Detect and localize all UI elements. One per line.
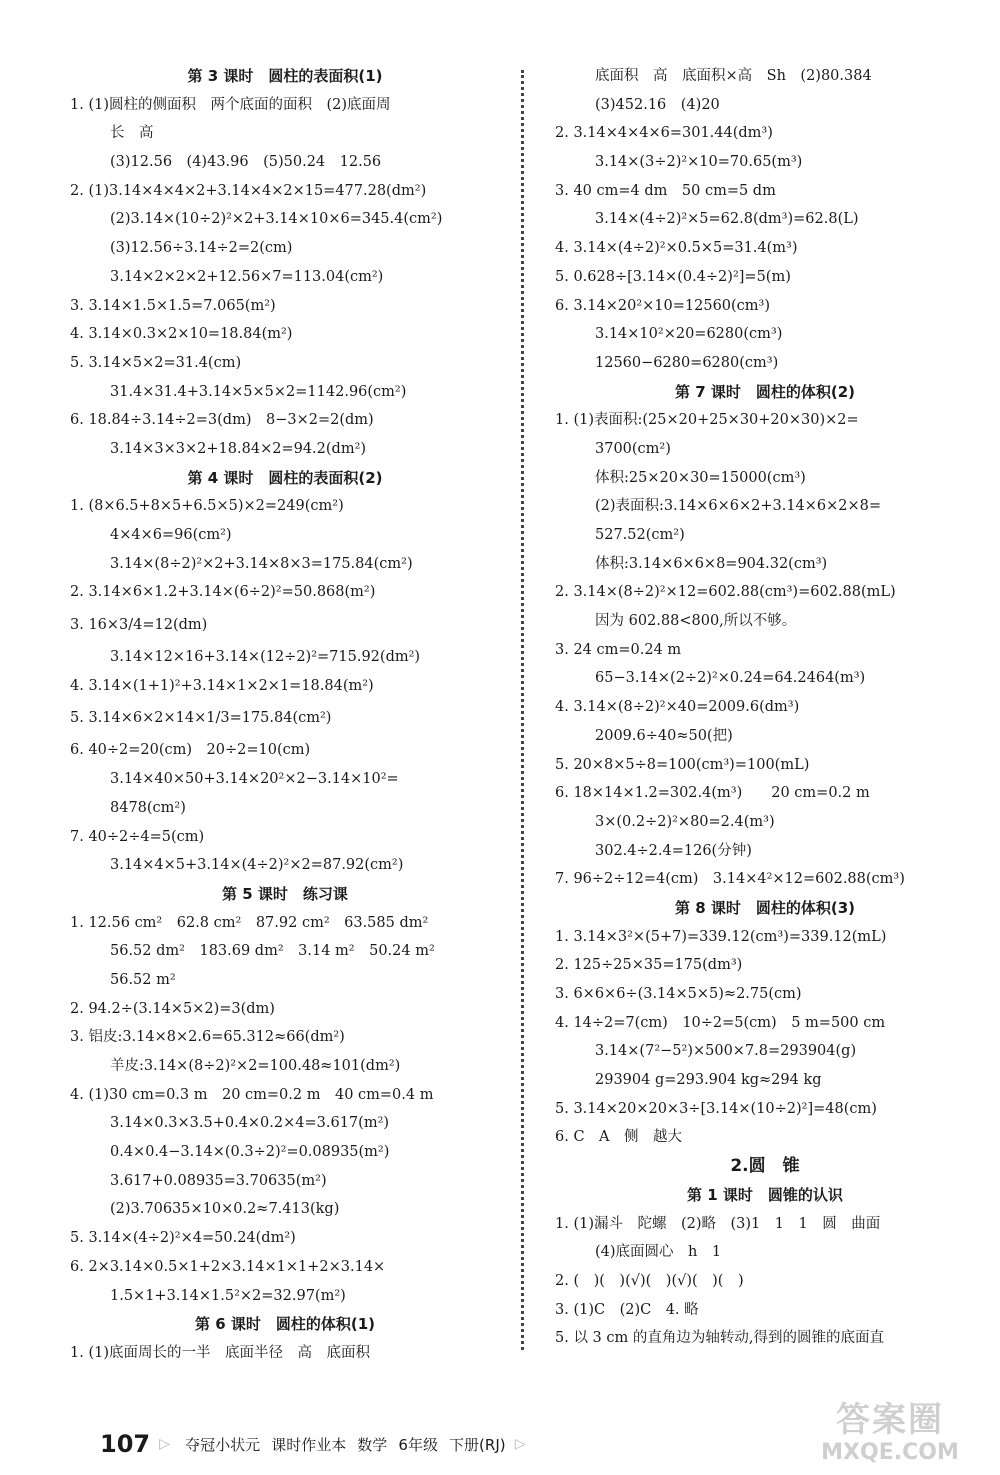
answer-line: 2. 125÷25×35=175(dm³) (555, 957, 743, 974)
answer-line: 3.14×4×5+3.14×(4÷2)²×2=87.92(cm²) (110, 857, 404, 874)
answer-line: 1. 12.56 cm² 62.8 cm² 87.92 cm² 63.585 dm² (70, 914, 429, 931)
subject-name: 数学 (357, 1435, 388, 1454)
answer-line: 6. 2×3.14×0.5×1+2×3.14×1×1+2×3.14× (70, 1258, 386, 1275)
answer-line: 4×4×6=96(cm²) (110, 527, 232, 543)
answer-line: 7. 40÷2÷4=5(cm) (70, 828, 205, 845)
answer-line: 1. (8×6.5+8×5+6.5×5)×2=249(cm²) (70, 498, 344, 515)
lesson-heading: 第 5 课时 练习课 (222, 884, 348, 903)
answer-line: 2009.6÷40≈50(把) (595, 727, 733, 744)
lesson-heading: 第 7 课时 圆柱的体积(2) (674, 382, 856, 401)
volume-label: 下册(RJ) (449, 1435, 506, 1454)
lesson-heading: 第 1 课时 圆锥的认识 (687, 1185, 843, 1204)
answer-line: 31.4×31.4+3.14×5×5×2=1142.96(cm²) (110, 383, 407, 400)
page-footer (100, 1430, 529, 1464)
right-answer-column (555, 62, 975, 1353)
arrow-icon: ▷ (514, 1436, 526, 1452)
answer-line: 5. 3.14×6×2×14×1/3=175.84(cm²) (70, 710, 332, 727)
answer-line: 6. 3.14×20²×10=12560(cm³) (555, 297, 771, 314)
answer-line: 体积:3.14×6×6×8=904.32(cm³) (595, 555, 828, 572)
answer-line: 长 高 (110, 125, 154, 142)
answer-line: 3.14×(3÷2)²×10=70.65(m³) (595, 154, 803, 171)
answer-line: 4. 3.14×0.3×2×10=18.84(m²) (70, 326, 293, 343)
lesson-heading: 第 4 课时 圆柱的表面积(2) (187, 468, 383, 487)
answer-line: 4. 3.14×(8÷2)²×40=2009.6(dm³) (555, 699, 800, 716)
answer-line: 3×(0.2÷2)²×80=2.4(m³) (595, 813, 775, 830)
answer-line: 5. 3.14×(4÷2)²×4=50.24(dm²) (70, 1230, 296, 1247)
answer-line: 3.14×0.3×3.5+0.4×0.2×4=3.617(m²) (110, 1115, 390, 1132)
answer-line: (3)452.16 (4)20 (595, 96, 720, 113)
answer-line: 1. (1)底面周长的一半 底面半径 高 底面积 (70, 1344, 370, 1361)
answer-line: 6. C A 侧 越大 (555, 1129, 683, 1146)
answer-line: 3700(cm²) (595, 440, 671, 457)
watermark-url: MXQE.COM (821, 1440, 959, 1465)
answer-line: (2)3.70635×10×0.2≈7.413(kg) (110, 1201, 340, 1218)
answer-line: 65−3.14×(2÷2)²×0.24=64.2464(m³) (595, 670, 866, 687)
left-answer-column (70, 62, 500, 1368)
answer-line: (3)12.56÷3.14÷2=2(cm) (110, 240, 293, 257)
answer-line: 3.14×(8÷2)²×2+3.14×8×3=175.84(cm²) (110, 555, 413, 572)
watermark (790, 1400, 990, 1470)
answer-line: 3.14×12×16+3.14×(12÷2)²=715.92(dm²) (110, 649, 421, 666)
answer-line: (4)底面圆心 h 1 (595, 1244, 722, 1261)
answer-line: 3. 40 cm=4 dm 50 cm=5 dm (555, 182, 776, 199)
answer-line: 56.52 m² (110, 971, 176, 988)
answer-line: 1. 3.14×3²×(5+7)=339.12(cm³)=339.12(mL) (555, 928, 887, 945)
answer-line: 0.4×0.4−3.14×(0.3÷2)²=0.08935(m²) (110, 1144, 390, 1161)
answer-line: 5. 以 3 cm 的直角边为轴转动,得到的圆锥的底面直 (555, 1330, 884, 1347)
answer-line: 3.14×40×50+3.14×20²×2−3.14×10²= (110, 771, 399, 788)
lesson-heading: 第 6 课时 圆柱的体积(1) (194, 1315, 376, 1334)
grade-label: 6年级 (398, 1435, 438, 1454)
watermark-text: 答案圈 (836, 1400, 944, 1440)
answer-line: 底面积 高 底面积×高 Sh (2)80.384 (595, 68, 872, 84)
answer-line: 3.14×10²×20=6280(cm³) (595, 326, 783, 343)
answer-line: 2. ( )( )(√)( )(√)( )( ) (555, 1272, 744, 1289)
answer-line: 5. 3.14×20×20×3÷[3.14×(10÷2)²]=48(cm) (555, 1100, 877, 1117)
answer-line: 56.52 dm² 183.69 dm² 3.14 m² 50.24 m² (110, 943, 435, 960)
answer-line: 3.14×2×2×2+12.56×7=113.04(cm²) (110, 268, 384, 285)
answer-line: 12560−6280=6280(cm³) (595, 354, 779, 371)
answer-line: 1. (1)表面积:(25×20+25×30+20×30)×2= (555, 412, 859, 429)
arrow-icon: ▷ (159, 1436, 170, 1452)
answer-line: 293904 g=293.904 kg≈294 kg (595, 1072, 822, 1089)
answer-line: 2. 3.14×4×4×6=301.44(dm³) (555, 125, 773, 142)
answer-line: 6. 18.84÷3.14÷2=3(dm) 8−3×2=2(dm) (70, 412, 374, 429)
answer-line: 3.617+0.08935=3.70635(m²) (110, 1172, 327, 1189)
answer-line: (3)12.56 (4)43.96 (5)50.24 12.56 (110, 154, 382, 171)
answer-line: 体积:25×20×30=15000(cm³) (595, 469, 806, 486)
answer-line: 2. 94.2÷(3.14×5×2)=3(dm) (70, 1000, 275, 1017)
lesson-heading: 2.圆 锥 (730, 1156, 800, 1177)
answer-line: 3. 16×3/4=12(dm) (70, 617, 208, 634)
series-name: 夺冠小状元 (185, 1435, 261, 1454)
answer-line: (2)表面积:3.14×6×6×2+3.14×6×2×8= (595, 498, 882, 515)
answer-line: 8478(cm²) (110, 799, 186, 816)
answer-line: 3.14×(7²−5²)×500×7.8=293904(g) (595, 1043, 857, 1060)
answer-line: 4. (1)30 cm=0.3 m 20 cm=0.2 m 40 cm=0.4 m (70, 1086, 434, 1103)
column-divider (521, 70, 524, 1350)
answer-line: 5. 0.628÷[3.14×(0.4÷2)²]=5(m) (555, 268, 791, 285)
page-number: 107 (100, 1430, 151, 1458)
answer-line: 因为 602.88<800,所以不够。 (595, 613, 797, 630)
answer-line: 527.52(cm²) (595, 527, 685, 543)
answer-line: 1. (1)圆柱的侧面积 两个底面的面积 (2)底面周 (70, 96, 391, 113)
answer-line: 3.14×(4÷2)²×5=62.8(dm³)=62.8(L) (595, 211, 859, 228)
lesson-heading: 第 3 课时 圆柱的表面积(1) (187, 67, 383, 85)
answer-line: 302.4÷2.4=126(分钟) (595, 842, 752, 859)
book-name: 课时作业本 (271, 1435, 347, 1454)
answer-line: 3. 3.14×1.5×1.5=7.065(m²) (70, 297, 276, 314)
answer-line: 3. (1)C (2)C 4. 略 (555, 1301, 699, 1318)
answer-line: 1.5×1+3.14×1.5²×2=32.97(m²) (110, 1287, 346, 1304)
answer-line: (2)3.14×(10÷2)²×2+3.14×10×6=345.4(cm²) (110, 211, 443, 228)
answer-line: 6. 18×14×1.2=302.4(m³) 20 cm=0.2 m (555, 785, 870, 802)
answer-line: 7. 96÷2÷12=4(cm) 3.14×4²×12=602.88(cm³) (555, 871, 905, 888)
answer-line: 2. (1)3.14×4×4×2+3.14×4×2×15=477.28(dm²) (70, 182, 427, 199)
answer-line: 5. 3.14×5×2=31.4(cm) (70, 354, 242, 371)
answer-line: 1. (1)漏斗 陀螺 (2)略 (3)1 1 1 圆 曲面 (555, 1215, 881, 1232)
answer-line: 5. 20×8×5÷8=100(cm³)=100(mL) (555, 756, 810, 773)
answer-line: 4. 14÷2=7(cm) 10÷2=5(cm) 5 m=500 cm (555, 1014, 886, 1031)
answer-line: 2. 3.14×6×1.2+3.14×(6÷2)²=50.868(m²) (70, 584, 376, 601)
lesson-heading: 第 8 课时 圆柱的体积(3) (674, 898, 856, 917)
answer-line: 4. 3.14×(4÷2)²×0.5×5=31.4(m³) (555, 240, 798, 257)
answer-line: 4. 3.14×(1+1)²+3.14×1×2×1=18.84(m²) (70, 677, 374, 694)
answer-line: 3.14×3×3×2+18.84×2=94.2(dm²) (110, 440, 367, 457)
answer-line: 3. 24 cm=0.24 m (555, 641, 682, 658)
answer-line: 3. 铝皮:3.14×8×2.6=65.312≈66(dm²) (70, 1029, 345, 1046)
answer-line: 3. 6×6×6÷(3.14×5×5)≈2.75(cm) (555, 986, 802, 1002)
answer-line: 2. 3.14×(8÷2)²×12=602.88(cm³)=602.88(mL) (555, 584, 896, 601)
answer-line: 羊皮:3.14×(8÷2)²×2=100.48≈101(dm²) (110, 1058, 401, 1074)
answer-line: 6. 40÷2=20(cm) 20÷2=10(cm) (70, 742, 311, 759)
